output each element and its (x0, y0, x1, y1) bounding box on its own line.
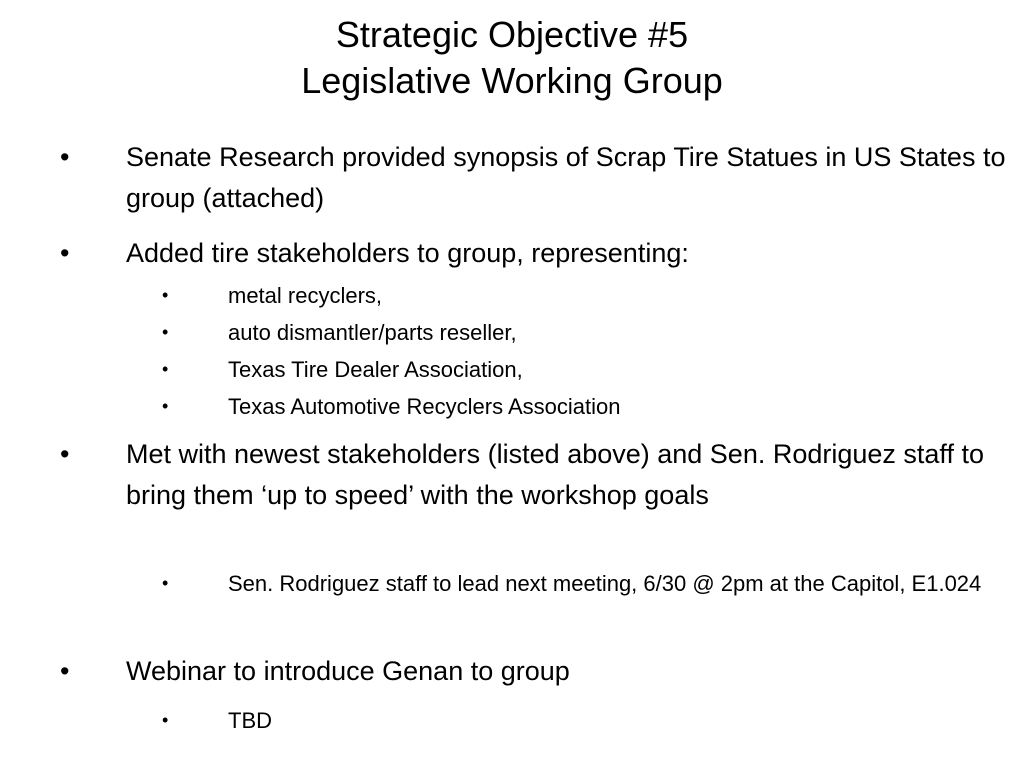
sub-bullet-marker: • (162, 396, 169, 416)
sub-bullet-text: auto dismantler/parts reseller, (228, 320, 517, 345)
sub-bullet-marker: • (162, 359, 169, 379)
bullet-marker: • (60, 439, 70, 469)
bullet-text: Met with newest stakeholders (listed above) and Sen. Rodriguez staff to bring them ‘up to speed’ with the workshop goals (126, 439, 984, 510)
title-line-2: Legislative Working Group (301, 60, 723, 101)
bullet-text: Added tire stakeholders to group, representing: (126, 238, 689, 268)
sub-bullet-text: Sen. Rodriguez staff to lead next meeting, 6/30 @ 2pm at the Capitol, E1.024 (228, 571, 982, 596)
sub-bullet-text: Texas Tire Dealer Association, (228, 357, 523, 382)
sub-bullet-text: TBD (228, 708, 272, 733)
sub-bullet-marker: • (162, 710, 169, 730)
sub-bullet-text: metal recyclers, (228, 283, 383, 308)
bullet-marker: • (60, 142, 70, 172)
sub-bullet-text: Texas Automotive Recyclers Association (228, 394, 621, 419)
bullet-text: Senate Research provided synopsis of Scrap Tire Statues in US States to group (attached) (126, 142, 1006, 213)
bullet-marker: • (60, 238, 70, 268)
title-line-1: Strategic Objective #5 (335, 14, 689, 55)
bullet-text: Webinar to introduce Genan to group (126, 656, 570, 686)
sub-bullet-marker: • (162, 322, 169, 342)
sub-bullet-marker: • (162, 573, 169, 593)
sub-bullet-marker: • (162, 285, 169, 305)
bullet-marker: • (60, 656, 70, 686)
